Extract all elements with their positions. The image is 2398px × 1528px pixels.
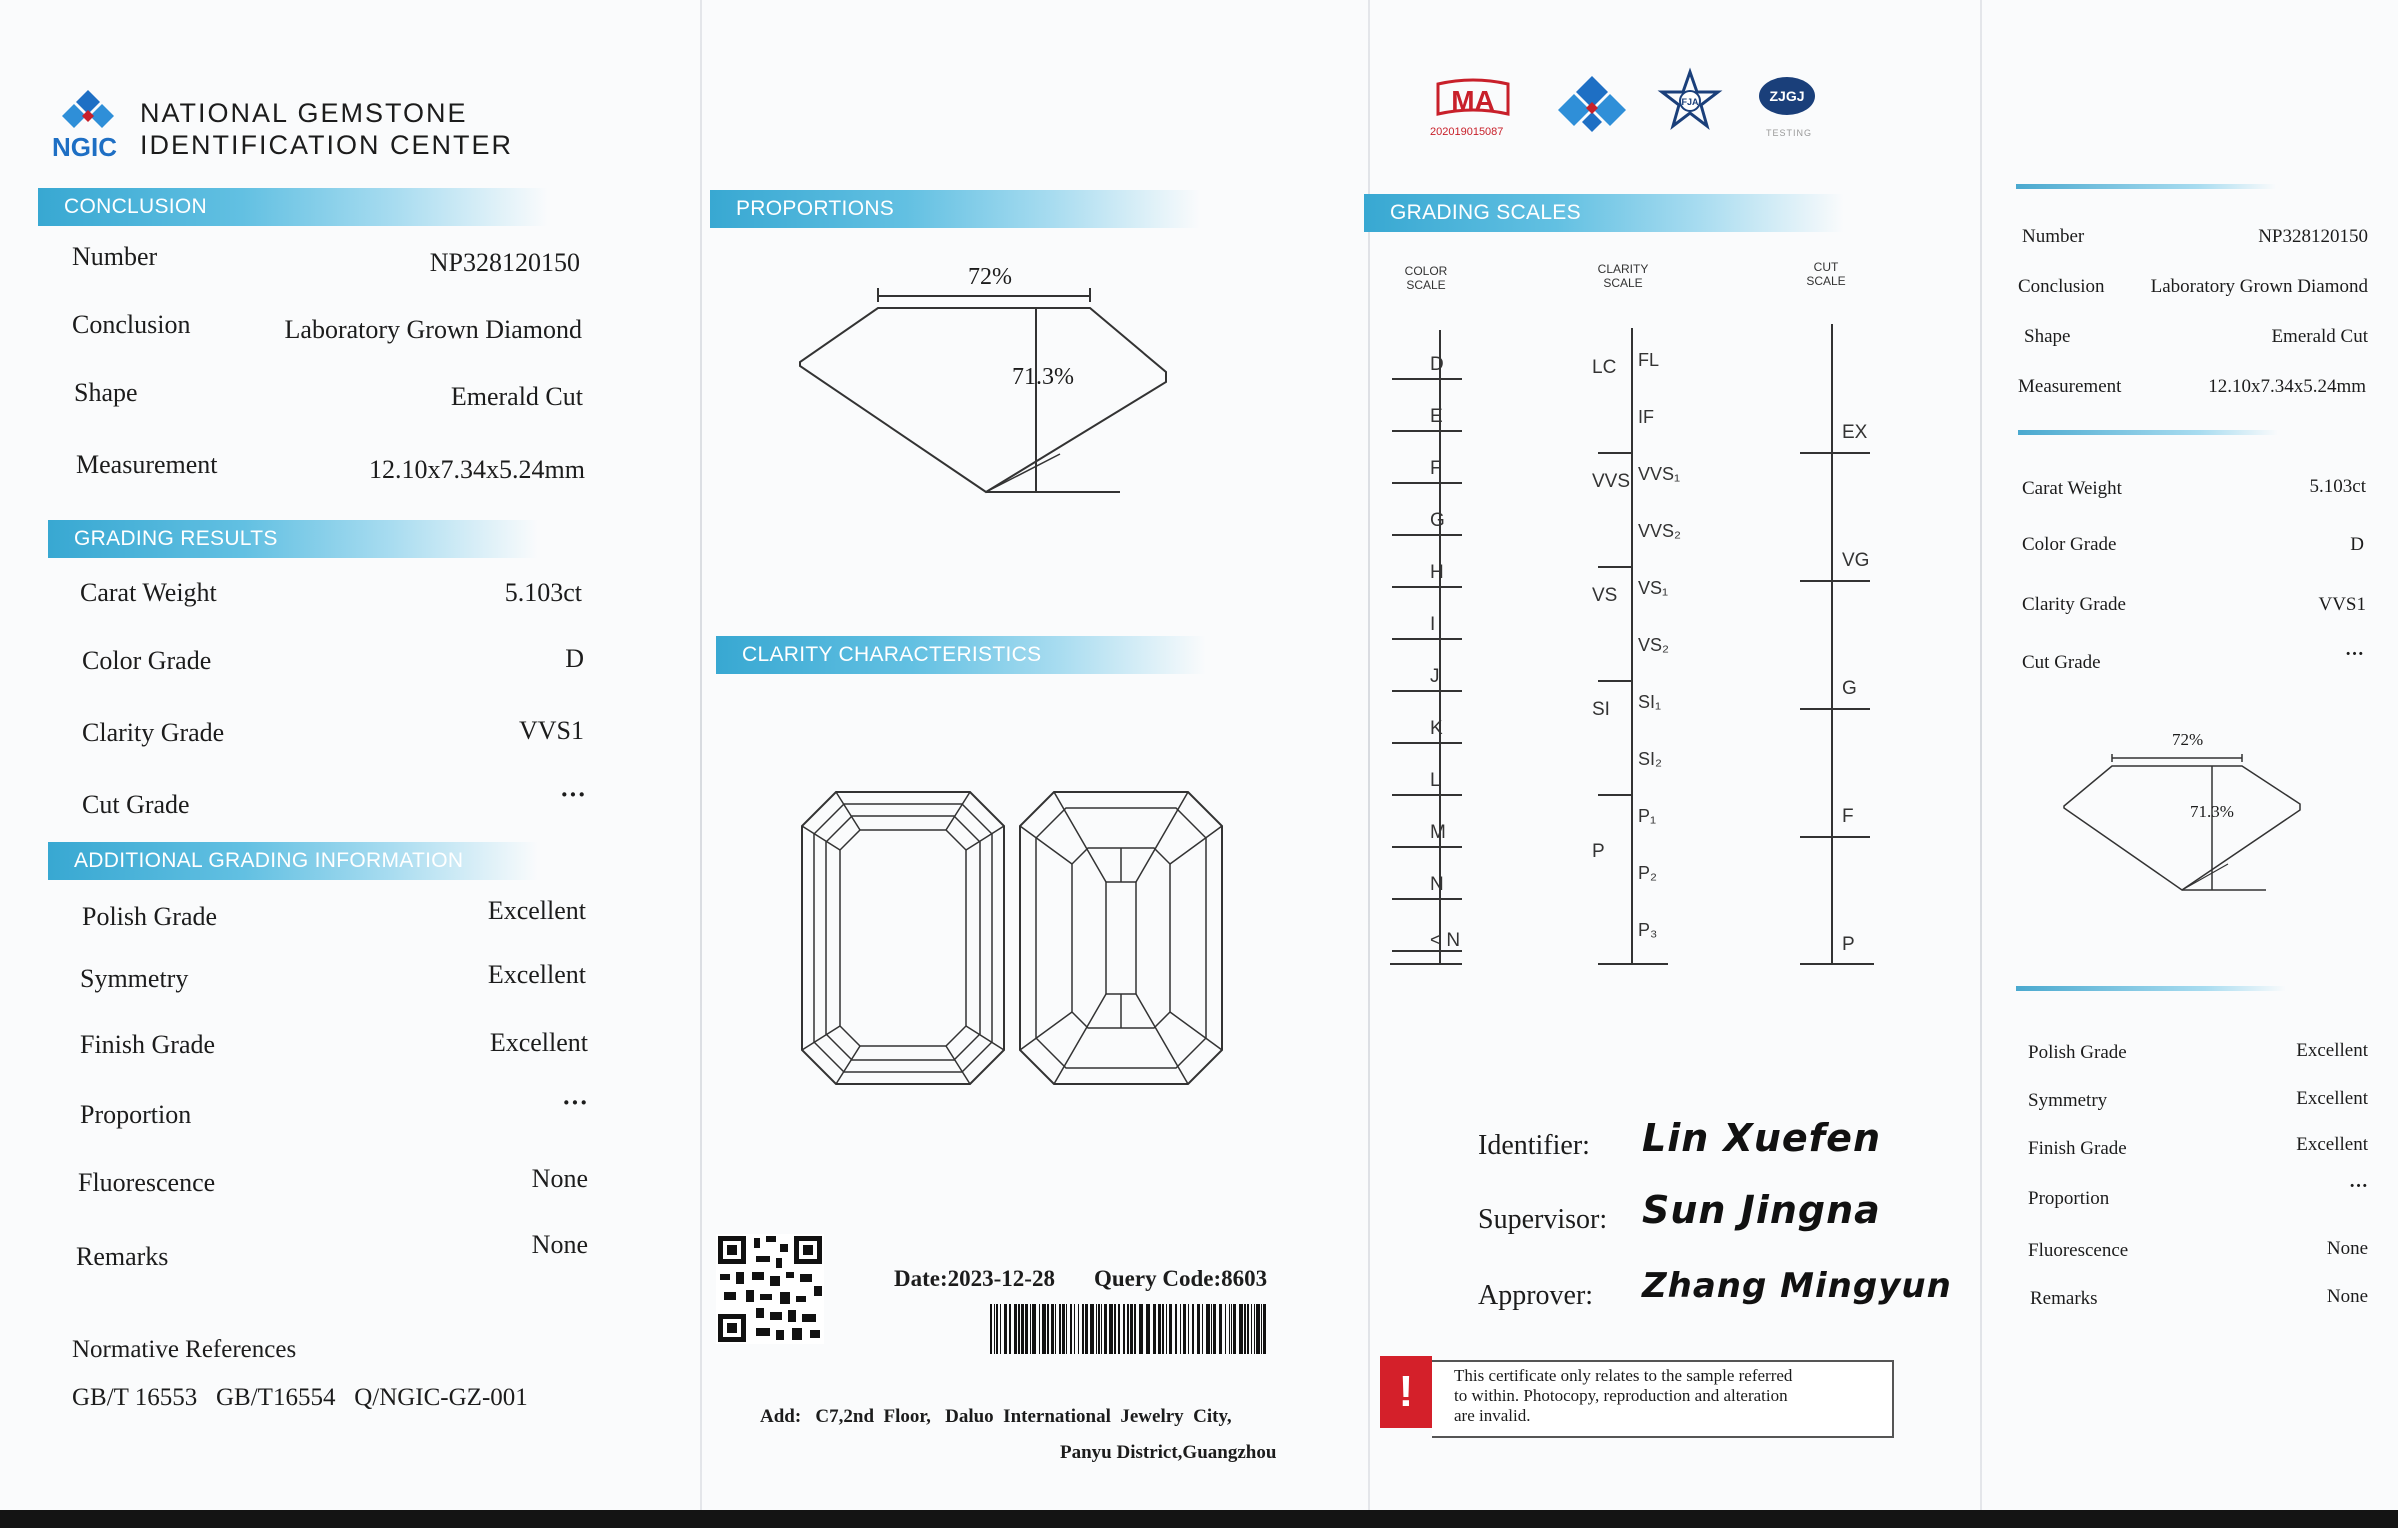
diamond-logo-icon [1556, 74, 1628, 134]
color-grade-9: M [1430, 822, 1446, 843]
clarity-grade-9: P₂ [1638, 863, 1657, 883]
clarity-grade-3: VVS₂ [1638, 521, 1682, 541]
clarity-group-tick [1598, 794, 1632, 796]
conclusion-value: Laboratory Grown Diamond [284, 315, 582, 344]
color-scale-tick [1392, 378, 1462, 380]
cut-grade-p: P [1842, 934, 1855, 955]
svg-text:FJA: FJA [1681, 97, 1699, 107]
warning-text: This certificate only relates to the sample referred to within. Photocopy, reproduction and alteration are invalid. [1454, 1366, 1793, 1425]
clarity-grade-7: SI₂ [1638, 749, 1662, 769]
cut-scale-tick [1800, 452, 1870, 454]
summary-finish-label: Finish Grade [2028, 1138, 2127, 1159]
table-percent: 72% [968, 264, 1012, 290]
ma-number: 202019015087 [1430, 126, 1504, 138]
remarks-value: None [531, 1230, 588, 1259]
color-scale-tick [1392, 690, 1462, 692]
clarity-grade-0: FL [1638, 350, 1660, 370]
color-grade-5: I [1430, 614, 1436, 635]
ma-icon [1432, 78, 1514, 124]
clarity-grade-label: Clarity Grade [82, 718, 225, 747]
conclusion-label: Conclusion [72, 310, 191, 339]
summary-number-label: Number [2022, 226, 2085, 247]
emerald-crown-plot [800, 790, 1006, 1086]
barcode [990, 1304, 1270, 1354]
clarity-group-si: SI [1592, 698, 1610, 720]
cut-grade-ex: EX [1842, 422, 1868, 443]
color-grade-8: L [1430, 770, 1441, 791]
clarity-group-tick [1598, 452, 1632, 454]
clarity-grade-5: VS₂ [1638, 635, 1669, 655]
summary-color-label: Color Grade [2022, 534, 2117, 555]
clarity-grade-10: P₃ [1638, 920, 1658, 940]
symmetry-value: Excellent [487, 960, 586, 989]
summary-carat-value: 5.103ct [2309, 476, 2366, 497]
clarity-grade-8: P₁ [1638, 806, 1657, 826]
fja-icon [1660, 70, 1720, 130]
svg-text:ZJGJ: ZJGJ [1769, 88, 1805, 104]
cut-scale-tick [1800, 708, 1870, 710]
clarity-group-tick [1598, 680, 1632, 682]
summary-proportion-value: ··· [2348, 1176, 2368, 1197]
org-name-line2: IDENTIFICATION CENTER [140, 130, 514, 160]
color-grade-11: < N [1430, 930, 1461, 951]
approver-signature: Zhang Mingyun [1642, 1266, 1952, 1306]
remarks-label: Remarks [76, 1242, 169, 1271]
exclamation-icon: ! [1398, 1367, 1414, 1416]
symmetry-label: Symmetry [80, 964, 189, 993]
color-grade-label: Color Grade [82, 646, 212, 675]
cut-scale-tick [1800, 580, 1870, 582]
ngic-logo-icon [60, 88, 116, 136]
supervisor-label: Supervisor: [1478, 1204, 1608, 1235]
clarity-group-tick [1598, 566, 1632, 568]
summary-fluorescence-value: None [2326, 1238, 2368, 1259]
summary-divider-bottom [2016, 986, 2286, 991]
summary-polish-label: Polish Grade [2028, 1042, 2127, 1063]
summary-conclusion-label: Conclusion [2018, 276, 2105, 297]
number-value: NP328120150 [429, 248, 580, 277]
cut-grade-value: ··· [559, 780, 586, 809]
issue-date: Date:2023-12-28 [894, 1266, 1055, 1291]
fold-line [1980, 0, 1982, 1510]
warning-box [1432, 1360, 1894, 1438]
cut-scale-title: CUT SCALE [1806, 260, 1846, 288]
normative-references-value: GB/T 16553 GB/T16554 Q/NGIC-GZ-001 [72, 1384, 528, 1411]
carat-weight-label: Carat Weight [80, 578, 217, 607]
depth-percent: 71.3% [1012, 364, 1074, 390]
shape-label: Shape [74, 378, 138, 407]
summary-proportions-diagram [2060, 748, 2310, 896]
clarity-group-vs: VS [1592, 584, 1618, 606]
summary-remarks-value: None [2326, 1286, 2368, 1307]
summary-proportion-label: Proportion [2028, 1188, 2110, 1209]
measurement-label: Measurement [76, 450, 218, 479]
color-grade-0: D [1430, 354, 1444, 375]
clarity-grade-4: VS₁ [1638, 578, 1669, 598]
color-scale-title: COLOR SCALE [1404, 264, 1448, 292]
color-scale-tick [1392, 534, 1462, 536]
summary-conclusion-value: Laboratory Grown Diamond [2150, 276, 2368, 297]
approver-label: Approver: [1478, 1280, 1594, 1311]
color-grade-2: F [1430, 458, 1442, 479]
clarity-grade-2: VVS₁ [1638, 464, 1681, 484]
fluorescence-value: None [531, 1164, 588, 1193]
color-scale-tick [1392, 638, 1462, 640]
summary-divider-mid [2018, 430, 2278, 435]
conclusion-header: CONCLUSION [38, 188, 548, 226]
finish-grade-value: Excellent [489, 1028, 588, 1057]
testing-label: TESTING [1766, 128, 1813, 138]
summary-table-percent: 72% [2172, 730, 2204, 749]
clarity-grade-value: VVS1 [518, 716, 584, 745]
address-line1: Add: C7,2nd Floor, Daluo International Jewelry City, [760, 1406, 1232, 1427]
summary-depth-percent: 71.3% [2190, 802, 2234, 821]
summary-divider-top [2016, 184, 2276, 189]
summary-number-value: NP328120150 [2258, 226, 2368, 247]
summary-remarks-label: Remarks [2030, 1288, 2098, 1309]
polish-grade-label: Polish Grade [82, 902, 218, 931]
proportions-diagram [790, 280, 1190, 500]
fluorescence-label: Fluorescence [78, 1168, 216, 1197]
summary-shape-label: Shape [2024, 326, 2071, 347]
finish-grade-label: Finish Grade [80, 1030, 216, 1059]
qr-code [716, 1234, 824, 1344]
identifier-label: Identifier: [1478, 1130, 1590, 1161]
summary-fluorescence-label: Fluorescence [2028, 1240, 2129, 1261]
color-grade-7: K [1430, 718, 1443, 739]
clarity-group-p: P [1592, 841, 1605, 862]
color-scale-tick [1392, 794, 1462, 796]
carat-weight-value: 5.103ct [504, 578, 582, 607]
svg-text:MA: MA [1451, 85, 1495, 116]
warning-badge [1380, 1356, 1432, 1428]
shape-value: Emerald Cut [450, 382, 583, 411]
polish-grade-value: Excellent [487, 896, 586, 925]
summary-measurement-label: Measurement [2018, 376, 2122, 397]
clarity-characteristics-header: CLARITY CHARACTERISTICS [716, 636, 1206, 674]
cut-scale-tick [1800, 836, 1870, 838]
summary-cut-label: Cut Grade [2022, 652, 2101, 673]
color-scale-tick [1392, 586, 1462, 588]
identifier-signature: Lin Xuefen [1642, 1116, 1882, 1160]
summary-symmetry-value: Excellent [2296, 1088, 2368, 1109]
query-code: Query Code:8603 [1094, 1266, 1268, 1291]
address-line2: Panyu District,Guangzhou [1060, 1442, 1277, 1463]
color-grade-6: J [1430, 666, 1440, 687]
additional-info-header: ADDITIONAL GRADING INFORMATION [48, 842, 538, 880]
summary-color-value: D [2350, 534, 2364, 555]
supervisor-signature: Sun Jingna [1642, 1188, 1881, 1232]
cut-grade-label: Cut Grade [82, 790, 190, 819]
color-grade-3: G [1430, 510, 1445, 531]
color-grade-4: H [1430, 562, 1444, 583]
fold-line [700, 0, 702, 1510]
zjgj-icon [1754, 74, 1820, 124]
summary-shape-value: Emerald Cut [2271, 326, 2368, 347]
normative-references-label: Normative References [72, 1336, 297, 1363]
color-scale-tick [1392, 846, 1462, 848]
clarity-group-lc: LC [1592, 356, 1617, 378]
proportions-header: PROPORTIONS [710, 190, 1200, 228]
clarity-group-vvs: VVS [1592, 470, 1631, 492]
cut-grade-g: G [1842, 678, 1857, 699]
color-scale-tick [1392, 430, 1462, 432]
color-grade-1: E [1430, 406, 1443, 427]
number-label: Number [72, 242, 158, 271]
clarity-grade-6: SI₁ [1638, 692, 1662, 712]
grading-scales-header: GRADING SCALES [1364, 194, 1844, 232]
color-grade-value: D [565, 644, 584, 673]
grading-results-header: GRADING RESULTS [48, 520, 538, 558]
summary-finish-value: Excellent [2296, 1134, 2368, 1155]
color-scale-tick [1392, 898, 1462, 900]
org-name-line1: NATIONAL GEMSTONE [140, 98, 468, 128]
summary-clarity-label: Clarity Grade [2022, 594, 2126, 615]
summary-clarity-value: VVS1 [2318, 594, 2366, 615]
summary-measurement-value: 12.10x7.34x5.24mm [2208, 376, 2366, 397]
cut-grade-vg: VG [1842, 550, 1870, 571]
color-scale-tick [1392, 482, 1462, 484]
cut-grade-f: F [1842, 806, 1854, 827]
table-edge [0, 1510, 2398, 1528]
summary-symmetry-label: Symmetry [2028, 1090, 2108, 1111]
measurement-value: 12.10x7.34x5.24mm [369, 455, 585, 484]
ngic-logo-text: NGIC [52, 132, 117, 162]
clarity-grade-1: IF [1638, 407, 1654, 427]
color-scale-tick [1392, 742, 1462, 744]
proportion-label: Proportion [80, 1100, 192, 1129]
proportion-value: ··· [561, 1088, 588, 1117]
emerald-pavilion-plot [1018, 790, 1224, 1086]
summary-carat-label: Carat Weight [2022, 478, 2122, 499]
summary-cut-value: ··· [2344, 644, 2364, 665]
clarity-scale-title: CLARITY SCALE [1597, 262, 1649, 290]
summary-polish-value: Excellent [2296, 1040, 2368, 1061]
color-grade-10: N [1430, 874, 1444, 895]
